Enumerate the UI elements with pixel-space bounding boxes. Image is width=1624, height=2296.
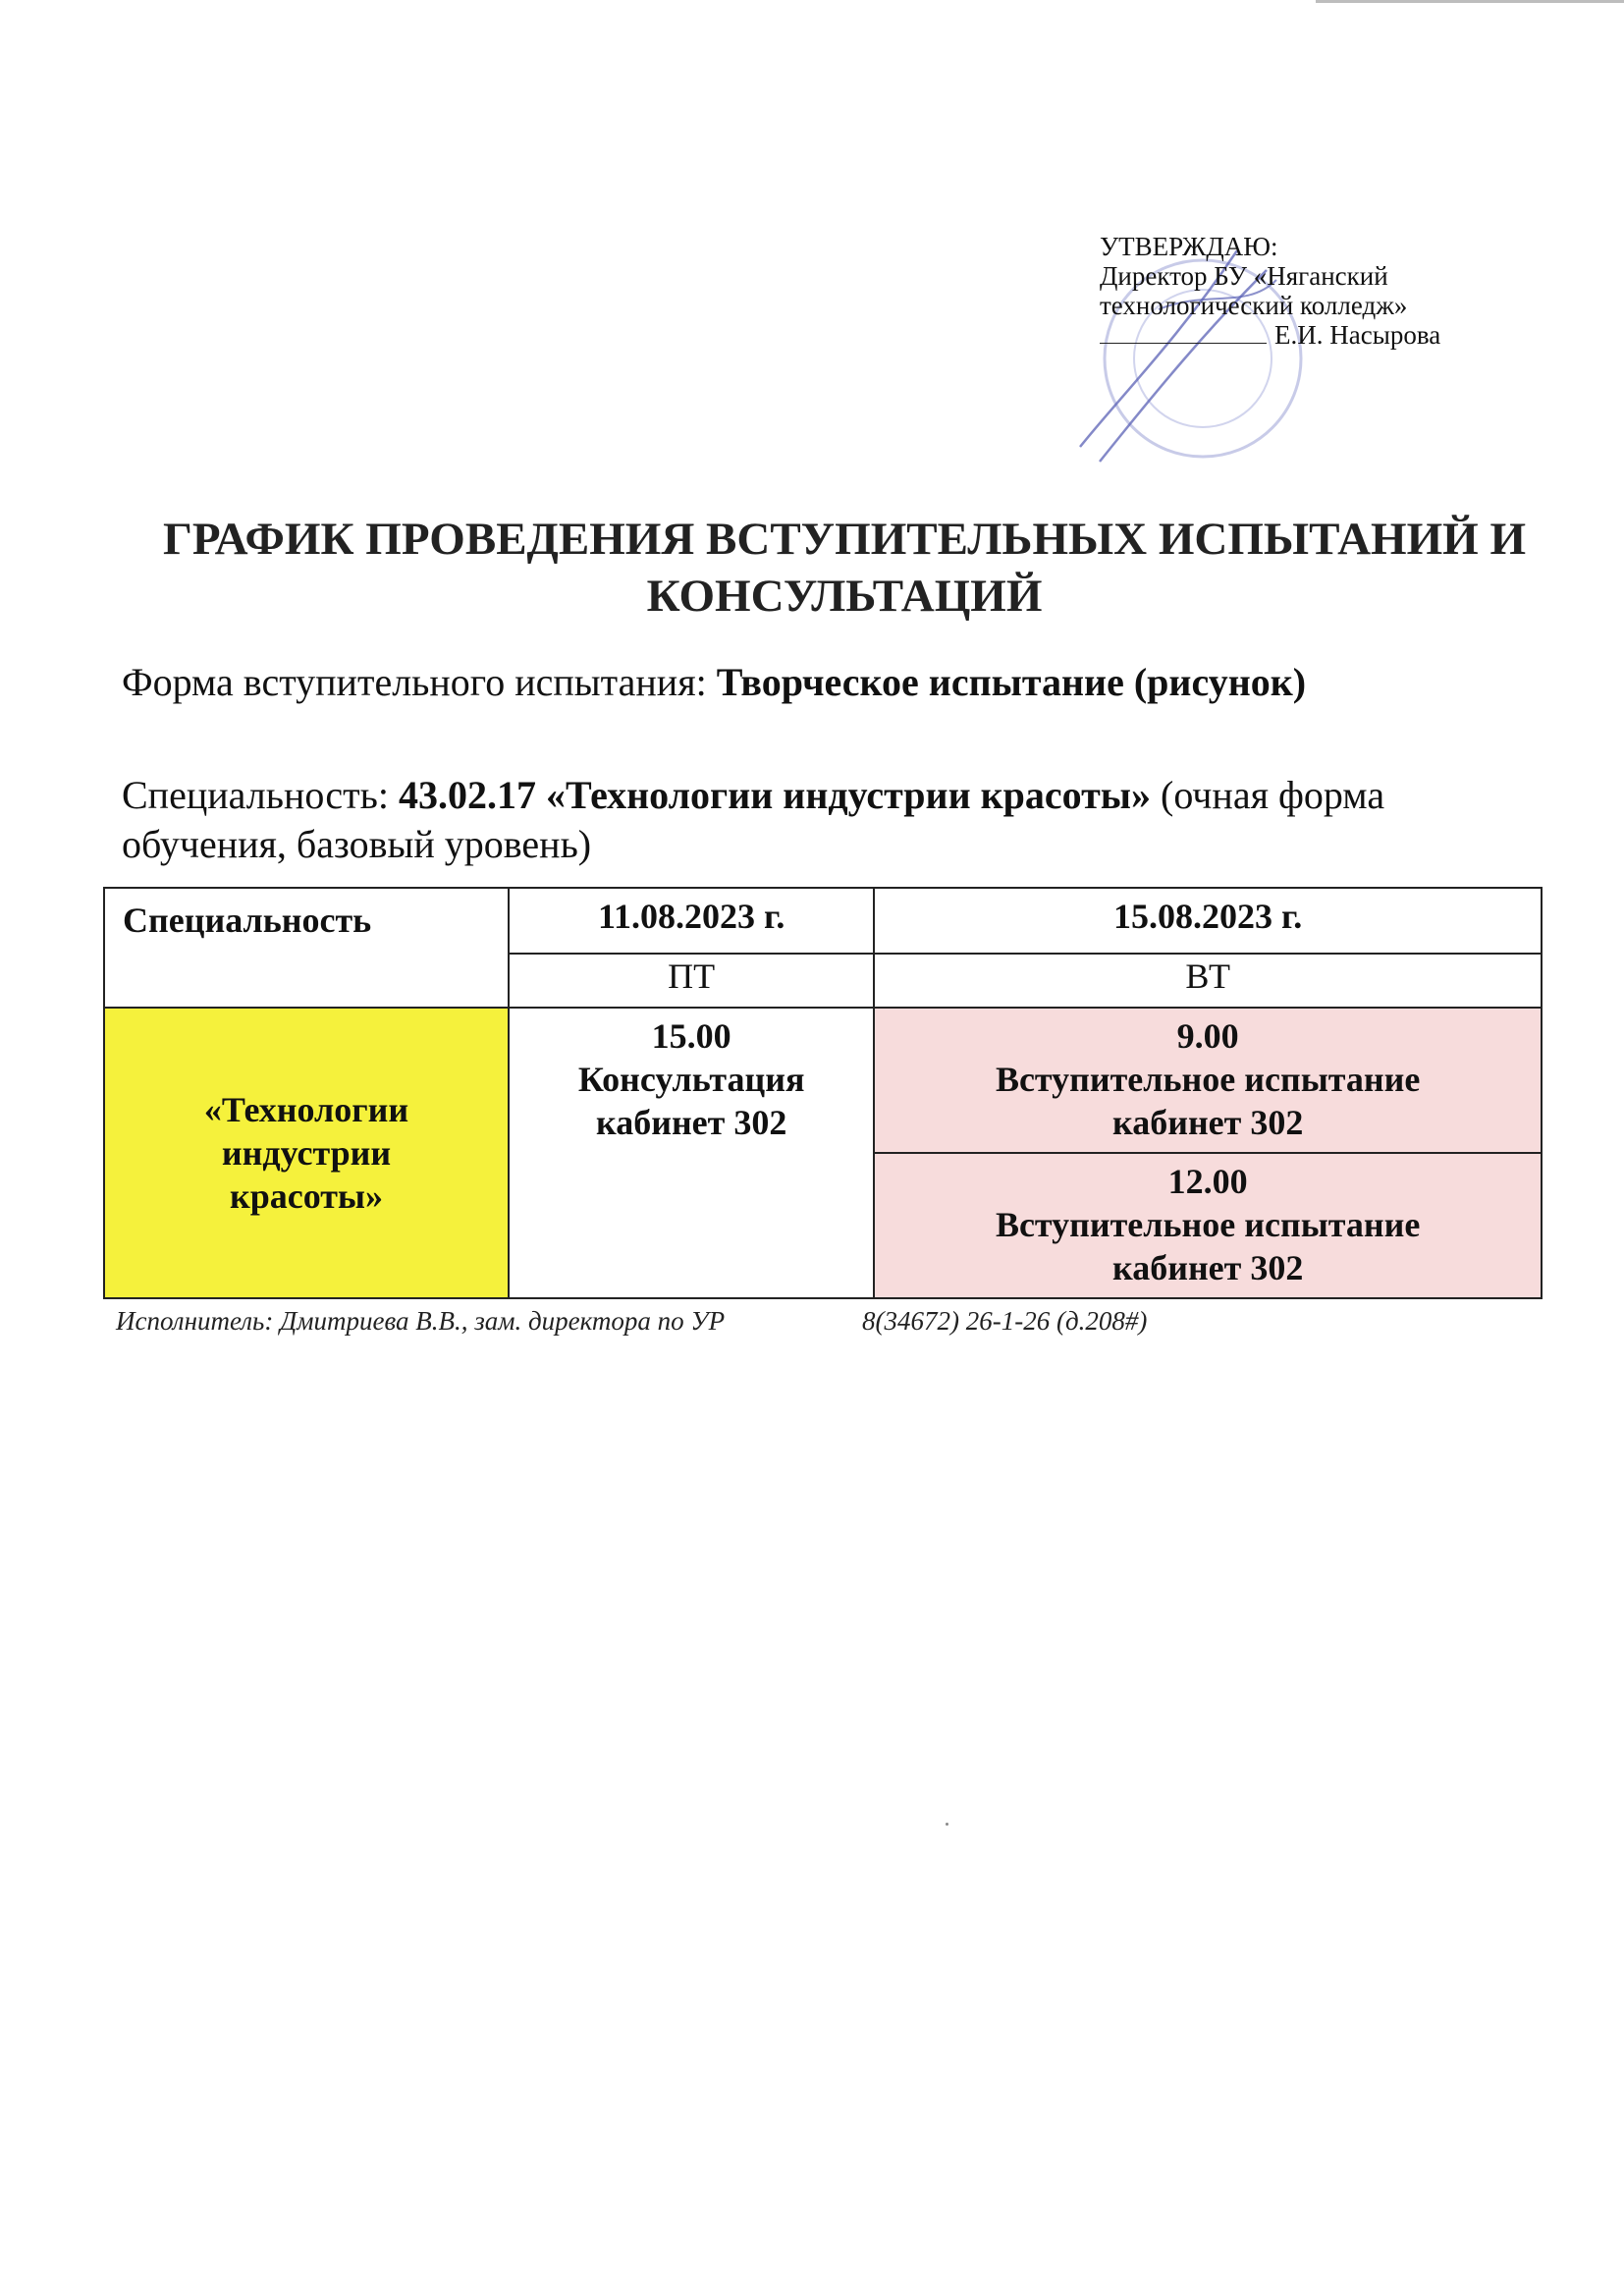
specialty-label: Специальность: — [122, 773, 399, 817]
footer — [116, 1306, 1148, 1337]
approval-organization: технологический колледж» — [1100, 291, 1408, 320]
consultation-room: кабинет 302 — [596, 1103, 787, 1142]
signature-line — [1100, 343, 1267, 344]
header-date-2: 15.08.2023 г. — [874, 888, 1542, 954]
exam-2-label: Вступительное испытание — [995, 1205, 1421, 1244]
specialty-cell-text: «Технологии индустрии красоты» — [203, 1090, 409, 1216]
approval-heading: УТВЕРЖДАЮ: — [1100, 232, 1278, 261]
exam-form-label: Форма вступительного испытания: — [122, 660, 717, 704]
scan-dot — [946, 1823, 948, 1826]
specialty-line — [122, 771, 1555, 869]
specialty-note: (очная форма обучения, базовый уровень) — [122, 773, 1385, 866]
exam-2-time: 12.00 — [1167, 1162, 1248, 1201]
exam-1-label: Вступительное испытание — [995, 1060, 1421, 1099]
exam-2-room: кабинет 302 — [1112, 1248, 1304, 1287]
approval-position: Директор БУ «Няганский — [1100, 261, 1388, 291]
scan-edge-line — [1316, 0, 1624, 3]
specialty-cell — [104, 1008, 509, 1298]
header-day-1: ПТ — [509, 954, 874, 1008]
schedule-table — [103, 887, 1543, 1299]
exam-cell-1 — [874, 1008, 1542, 1153]
approval-block — [1100, 232, 1512, 350]
exam-1-room: кабинет 302 — [1112, 1103, 1304, 1142]
footer-phone: 8(34672) 26-1-26 (д.208#) — [862, 1306, 1148, 1336]
consultation-cell — [509, 1008, 874, 1298]
exam-form-value: Творческое испытание (рисунок) — [716, 660, 1307, 704]
approval-signature-row — [1100, 320, 1512, 350]
header-date-1: 11.08.2023 г. — [509, 888, 874, 954]
approval-signatory: Е.И. Насырова — [1274, 320, 1441, 350]
exam-1-time: 9.00 — [1176, 1016, 1239, 1056]
footer-executor: Исполнитель: Дмитриева В.В., зам. директора по УР — [116, 1306, 726, 1336]
page-title: ГРАФИК ПРОВЕДЕНИЯ ВСТУПИТЕЛЬНЫХ ИСПЫТАНИЙ И КОНСУЛЬТАЦИЙ — [162, 514, 1527, 622]
exam-cell-2 — [874, 1153, 1542, 1298]
consultation-time: 15.00 — [651, 1016, 731, 1056]
header-day-2: ВТ — [874, 954, 1542, 1008]
exam-form-line — [122, 658, 1306, 707]
specialty-value: 43.02.17 «Технологии индустрии красоты» — [398, 773, 1152, 817]
consultation-label: Консультация — [577, 1060, 805, 1099]
header-specialty: Специальность — [104, 888, 509, 1008]
